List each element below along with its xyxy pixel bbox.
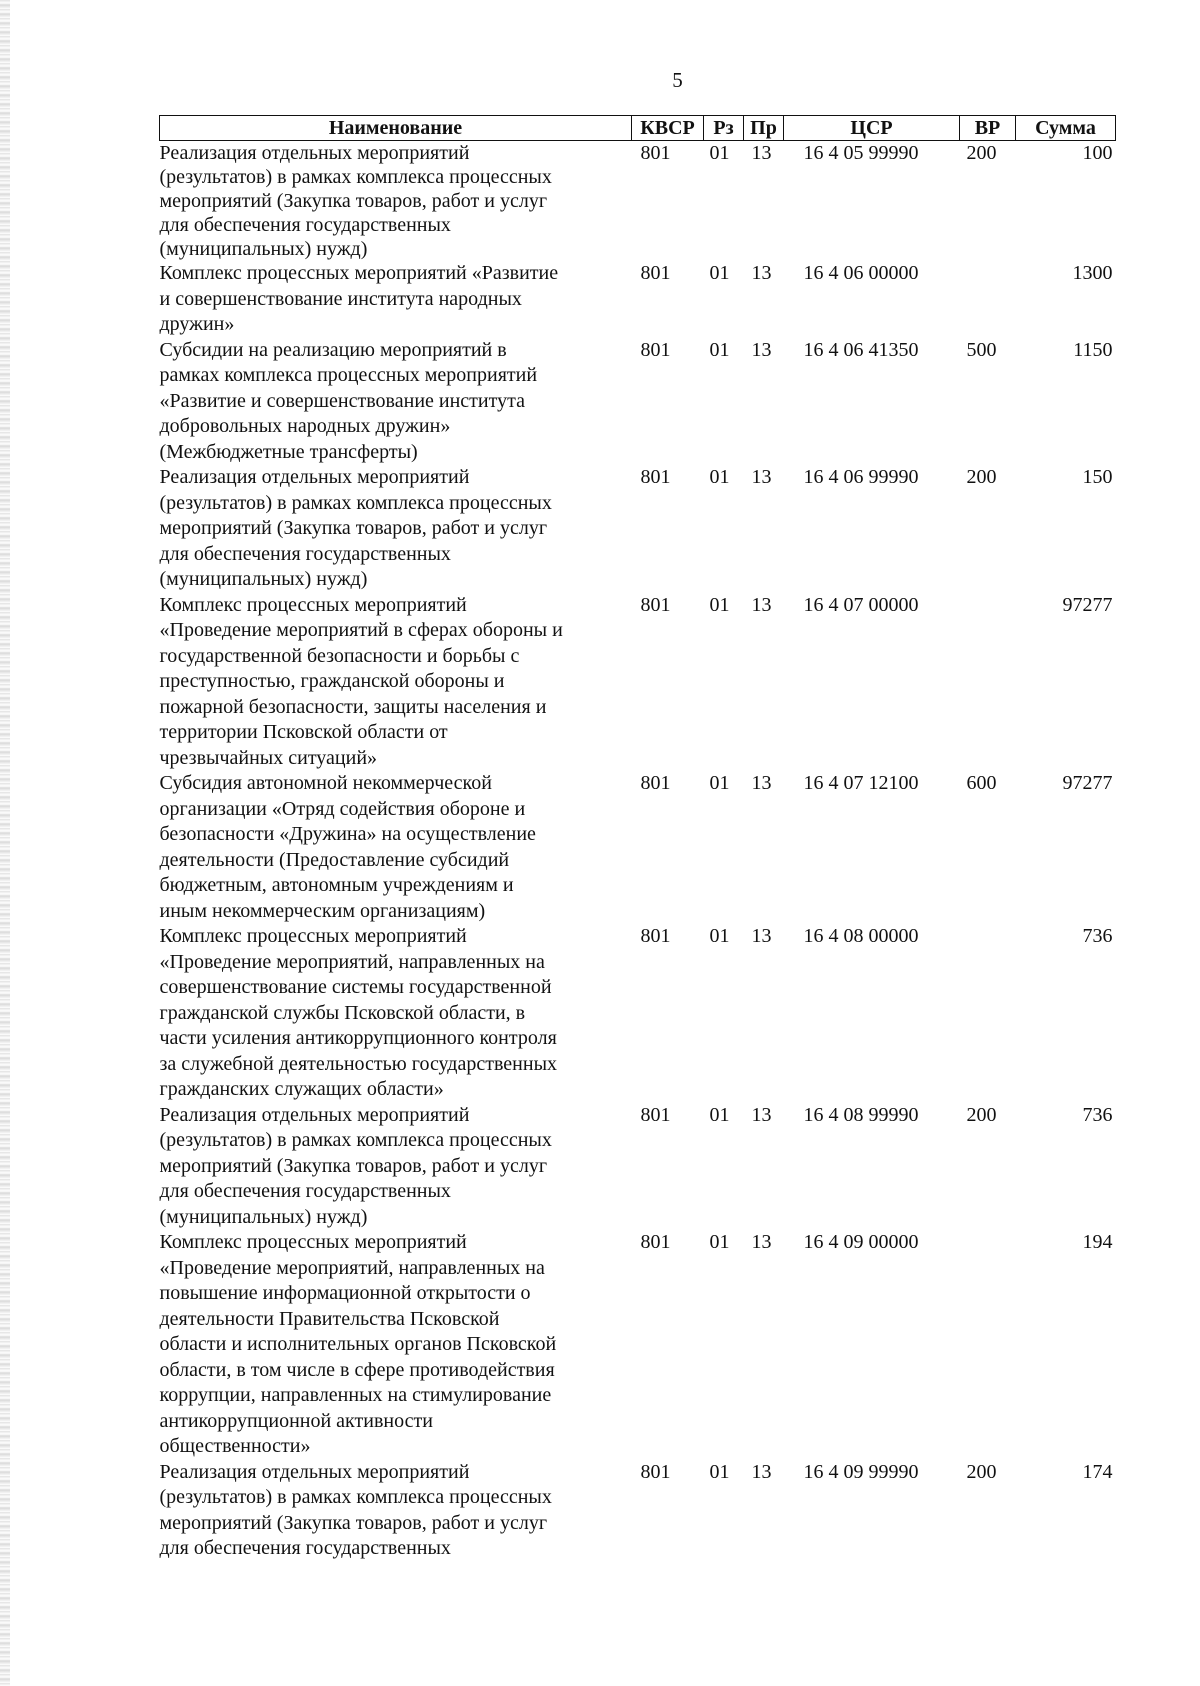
cell-sum: 97277 [1062, 772, 1113, 794]
table-header [160, 116, 1116, 141]
cell-csr: 16 4 06 99990 [803, 466, 919, 488]
cell-vr [960, 1230, 1016, 1460]
name-line: организации «Отряд содействия обороне и [159, 797, 526, 820]
cell-kvsr: 801 [640, 1231, 671, 1253]
cell-name [160, 338, 632, 466]
table-row [160, 924, 1116, 1103]
cell-sum: 97277 [1062, 593, 1113, 616]
cell-csr: 16 4 08 00000 [803, 925, 919, 947]
header-vr: ВР [960, 116, 1016, 141]
name-line: иным некоммерческим организациям) [159, 899, 486, 922]
name-line: (муниципальных) нужд) [159, 238, 368, 260]
cell-name [160, 261, 632, 338]
name-line: и совершенствование института народных [159, 287, 522, 310]
cell-csr: 16 4 06 41350 [803, 338, 919, 361]
name-line: Комплекс процессных мероприятий [159, 593, 467, 616]
name-line: антикоррупционной активности [159, 1409, 433, 1432]
name-line: дружин» [159, 313, 235, 335]
name-line: (муниципальных) нужд) [159, 1205, 368, 1228]
cell-pr: 13 [751, 338, 772, 361]
name-line: (результатов) в рамках комплекса процессных [159, 491, 552, 514]
cell-kvsr: 801 [640, 142, 671, 164]
name-line: для обеспечения государственных [159, 1180, 451, 1202]
cell-pr: 13 [751, 142, 772, 164]
name-line: гражданской службы Псковской области, в [159, 1001, 526, 1024]
cell-vr: 200 [966, 1460, 997, 1483]
name-line: Комплекс процессных мероприятий [159, 1231, 467, 1253]
name-line: (результатов) в рамках комплекса процессных [159, 1129, 552, 1151]
name-line: части усиления антикоррупционного контроля [159, 1027, 557, 1049]
cell-rz: 01 [709, 1103, 730, 1126]
cell-name [160, 771, 632, 924]
cell-sum: 150 [1082, 466, 1113, 488]
table-body [160, 141, 1116, 1562]
cell-sum: 736 [1082, 925, 1113, 947]
name-line: мероприятий (Закупка товаров, работ и услуг [159, 1511, 548, 1534]
name-line: для обеспечения государственных [159, 214, 451, 236]
cell-rz: 01 [709, 1460, 730, 1483]
page-number: 5 [672, 68, 683, 92]
name-line: Реализация отдельных мероприятий [159, 466, 470, 488]
cell-sum: 1300 [1072, 262, 1113, 284]
name-line: деятельности Правительства Псковской [159, 1307, 500, 1330]
cell-name [160, 141, 632, 262]
name-line: Реализация отдельных мероприятий [159, 1103, 470, 1126]
cell-rz: 01 [709, 262, 730, 284]
cell-csr: 16 4 06 00000 [803, 262, 919, 284]
name-line: «Развитие и совершенствование института [159, 389, 525, 412]
cell-pr: 13 [751, 466, 772, 488]
cell-name [160, 1103, 632, 1231]
cell-csr: 16 4 05 99990 [803, 142, 919, 164]
name-line: коррупции, направленных на стимулирование [159, 1384, 552, 1406]
cell-pr: 13 [751, 262, 772, 284]
cell-vr [960, 924, 1016, 1103]
name-line: деятельности (Предоставление субсидий [159, 848, 510, 871]
name-line: Субсидии на реализацию мероприятий в [159, 338, 507, 361]
cell-rz: 01 [709, 142, 730, 164]
cell-vr: 200 [966, 142, 997, 164]
cell-csr: 16 4 08 99990 [803, 1103, 919, 1126]
name-line: безопасности «Дружина» на осуществление [159, 823, 536, 845]
cell-csr: 16 4 09 00000 [803, 1231, 919, 1253]
name-line: «Проведение мероприятий в сферах обороны и [159, 619, 563, 641]
header-row [160, 116, 1116, 141]
cell-csr: 16 4 09 99990 [803, 1460, 919, 1483]
header-csr: ЦСР [784, 116, 960, 141]
cell-csr: 16 4 07 00000 [803, 593, 919, 616]
cell-pr: 13 [751, 1231, 772, 1253]
cell-vr: 600 [966, 772, 997, 794]
name-line: Реализация отдельных мероприятий [159, 1460, 470, 1483]
cell-name [160, 1460, 632, 1562]
header-pr: Пр [744, 116, 784, 141]
name-line: гражданских служащих области» [159, 1078, 444, 1100]
cell-kvsr: 801 [640, 593, 671, 616]
cell-pr: 13 [751, 772, 772, 794]
table-row [160, 338, 1116, 466]
cell-kvsr: 801 [640, 772, 671, 794]
name-line: для обеспечения государственных [159, 1537, 451, 1559]
name-line: бюджетным, автономным учреждениям и [159, 874, 514, 896]
cell-sum: 1150 [1073, 338, 1113, 361]
header-sum: Сумма [1016, 116, 1116, 141]
name-line: рамках комплекса процессных мероприятий [159, 364, 538, 386]
name-line: преступностью, гражданской обороны и [159, 670, 505, 692]
cell-vr [960, 261, 1016, 338]
name-line: «Проведение мероприятий, направленных на [159, 1256, 545, 1279]
name-line: за служебной деятельностью государственных [159, 1052, 558, 1075]
cell-name [160, 924, 632, 1103]
scan-edge-artifact [0, 0, 10, 1686]
cell-kvsr: 801 [640, 338, 671, 361]
name-line: для обеспечения государственных [159, 542, 451, 565]
cell-vr: 500 [966, 338, 997, 361]
name-line: мероприятий (Закупка товаров, работ и услуг [159, 517, 548, 539]
name-line: Реализация отдельных мероприятий [159, 142, 470, 164]
cell-kvsr: 801 [640, 262, 671, 284]
cell-kvsr: 801 [640, 1103, 671, 1126]
name-line: Комплекс процессных мероприятий [159, 925, 467, 947]
cell-rz: 01 [709, 1231, 730, 1253]
table-row [160, 1230, 1116, 1460]
name-line: мероприятий (Закупка товаров, работ и услуг [159, 1154, 548, 1177]
cell-sum: 100 [1082, 142, 1113, 164]
cell-kvsr: 801 [640, 1460, 671, 1483]
cell-sum: 736 [1082, 1103, 1113, 1126]
header-kvsr: КВСР [632, 116, 704, 141]
cell-rz: 01 [709, 466, 730, 488]
table-row [160, 771, 1116, 924]
table-row [160, 141, 1116, 262]
cell-pr: 13 [751, 925, 772, 947]
name-line: мероприятий (Закупка товаров, работ и услуг [159, 190, 548, 212]
name-line: области и исполнительных органов Псковской [159, 1333, 557, 1355]
name-line: общественности» [159, 1435, 311, 1457]
name-line: государственной безопасности и борьбы с [159, 644, 520, 667]
cell-rz: 01 [709, 925, 730, 947]
cell-sum: 174 [1082, 1460, 1113, 1483]
budget-table [159, 115, 1116, 1562]
name-line: пожарной безопасности, защиты населения и [159, 695, 547, 718]
name-line: повышение информационной открытости о [159, 1282, 531, 1304]
header-rz: Рз [704, 116, 744, 141]
name-line: территории Псковской области от [159, 721, 448, 743]
cell-csr: 16 4 07 12100 [803, 772, 919, 794]
name-line: добровольных народных дружин» [159, 415, 451, 437]
name-line: (Межбюджетные трансферты) [159, 440, 418, 463]
cell-vr: 200 [966, 1103, 997, 1126]
name-line: области, в том числе в сфере противодействия [159, 1358, 555, 1381]
cell-name [160, 1230, 632, 1460]
table-row [160, 1460, 1116, 1562]
cell-name [160, 593, 632, 772]
name-line: Комплекс процессных мероприятий «Развитие [159, 262, 559, 284]
cell-pr: 13 [751, 1103, 772, 1126]
cell-vr: 200 [966, 466, 997, 488]
cell-kvsr: 801 [640, 925, 671, 947]
cell-rz: 01 [709, 593, 730, 616]
name-line: (муниципальных) нужд) [159, 568, 368, 590]
name-line: Субсидия автономной некоммерческой [159, 772, 492, 794]
name-line: (результатов) в рамках комплекса процессных [159, 1486, 552, 1508]
table-row [160, 261, 1116, 338]
cell-rz: 01 [709, 772, 730, 794]
cell-rz: 01 [709, 338, 730, 361]
name-line: (результатов) в рамках комплекса процессных [159, 166, 552, 188]
table-row [160, 593, 1116, 772]
cell-name [160, 465, 632, 593]
cell-pr: 13 [751, 1460, 772, 1483]
cell-vr [960, 593, 1016, 772]
cell-sum: 194 [1082, 1231, 1113, 1253]
cell-pr: 13 [751, 593, 772, 616]
name-line: «Проведение мероприятий, направленных на [159, 950, 545, 973]
name-line: чрезвычайных ситуаций» [159, 746, 378, 769]
name-line: совершенствование системы государственной [159, 976, 552, 998]
header-name: Наименование [160, 116, 632, 141]
table-row [160, 465, 1116, 593]
table-row [160, 1103, 1116, 1231]
cell-kvsr: 801 [640, 466, 671, 488]
